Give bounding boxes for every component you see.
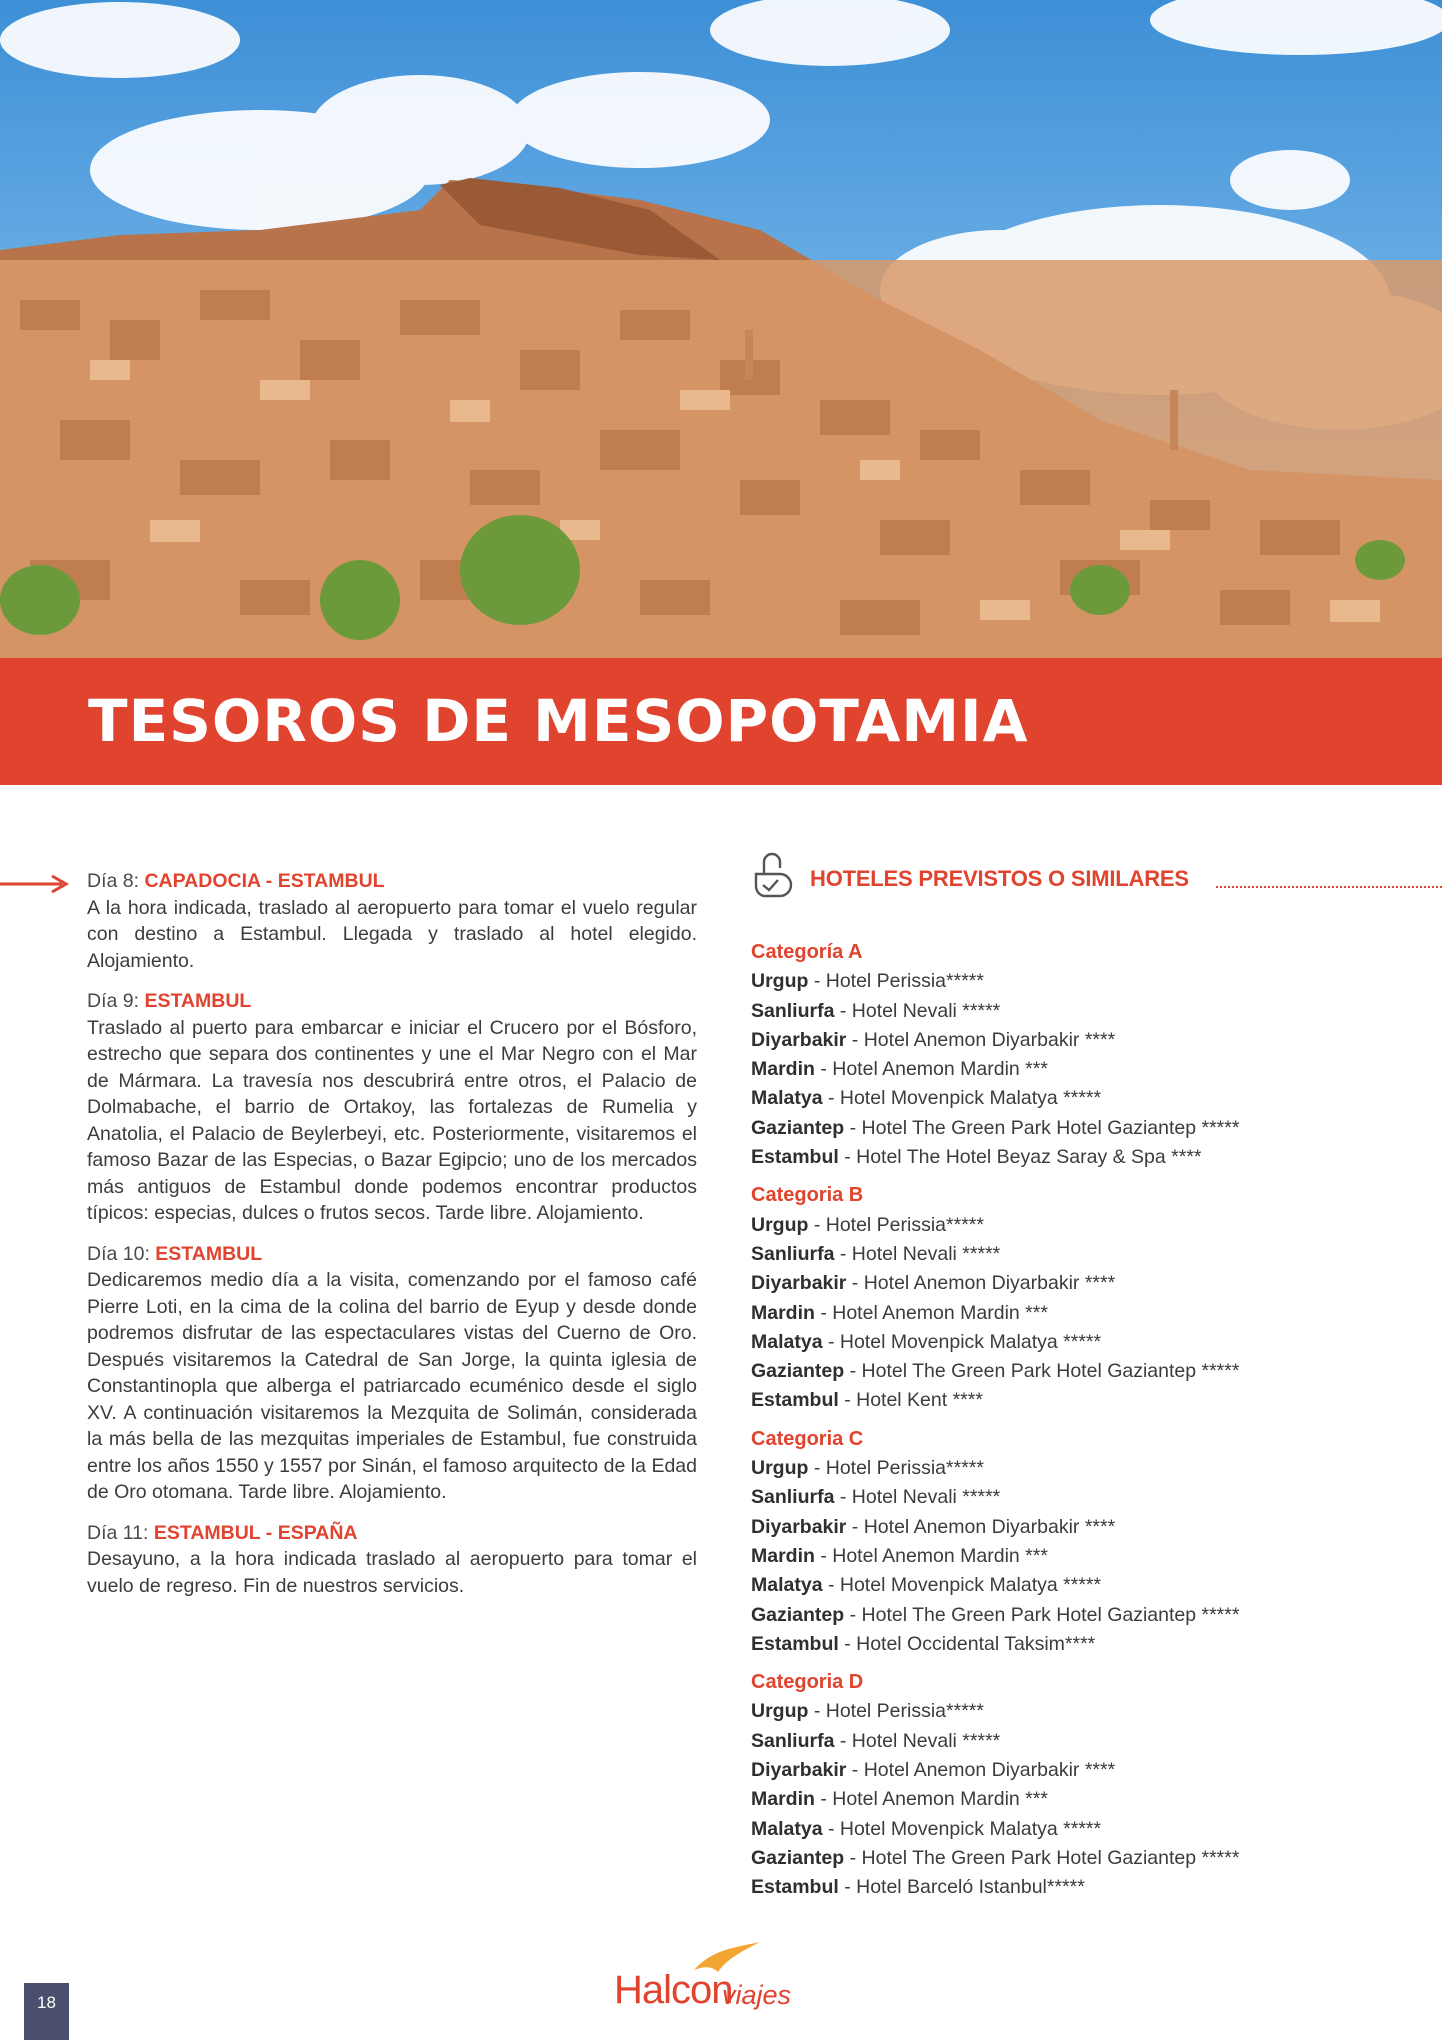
city-name: Mardin	[751, 1788, 815, 1811]
hotel-name: - Hotel Movenpick Malatya *****	[822, 1330, 1102, 1353]
hotel-name: - Hotel Perissia*****	[808, 1457, 984, 1480]
arrow-right-icon	[0, 874, 70, 894]
hotel-name: - Hotel The Green Park Hotel Gaziantep *****	[844, 1360, 1240, 1383]
hotel-name: - Hotel Anemon Diyarbakir ****	[846, 1272, 1116, 1295]
hotel-name: - Hotel Anemon Mardin ***	[814, 1058, 1048, 1081]
title-band	[0, 658, 1442, 785]
hotel-row	[751, 1114, 1431, 1143]
hotel-row	[751, 1844, 1431, 1873]
hotel-row	[751, 1571, 1431, 1600]
day-place: ESTAMBUL	[155, 1242, 263, 1265]
hotel-row	[751, 1299, 1431, 1328]
city-name: Diyarbakir	[751, 1515, 847, 1538]
hotel-name: - Hotel The Hotel Beyaz Saray & Spa ****	[838, 1146, 1202, 1169]
hotel-row	[751, 1269, 1431, 1298]
hotel-row	[751, 1785, 1431, 1814]
itinerary	[87, 868, 697, 1613]
page-title: TESOROS DE MESOPOTAMIA	[88, 687, 1029, 755]
hotel-name: - Hotel Nevali *****	[834, 999, 1001, 1022]
hotel-row	[751, 1055, 1431, 1084]
hotel-row	[751, 1357, 1431, 1386]
category-block	[751, 1181, 1431, 1415]
hotel-row	[751, 1026, 1431, 1055]
city-name: Estambul	[751, 1389, 839, 1412]
city-name: Malatya	[751, 1087, 823, 1110]
hotel-row	[751, 967, 1431, 996]
city-name: Diyarbakir	[751, 1028, 847, 1051]
hotels-header	[748, 852, 1442, 902]
hotel-row	[751, 1211, 1431, 1240]
hero-photo	[0, 0, 1442, 658]
city-name: Gaziantep	[751, 1846, 845, 1869]
hotel-name: - Hotel Movenpick Malatya *****	[822, 1574, 1102, 1597]
category-block	[751, 1425, 1431, 1659]
hotel-name: - Hotel Perissia*****	[808, 1213, 984, 1236]
hotel-row	[751, 1513, 1431, 1542]
hotel-row	[751, 1873, 1431, 1902]
day-item	[87, 1241, 697, 1506]
city-name: Urgup	[751, 1700, 809, 1723]
day-heading	[87, 1241, 697, 1268]
hotel-name: - Hotel The Green Park Hotel Gaziantep *****	[844, 1603, 1240, 1626]
hotel-name: - Hotel The Green Park Hotel Gaziantep *****	[844, 1846, 1240, 1869]
day-heading	[87, 868, 697, 895]
category-title: Categoría A	[751, 941, 863, 963]
city-name: Mardin	[751, 1301, 815, 1324]
city-name: Estambul	[751, 1876, 839, 1899]
category-title: Categoria C	[751, 1427, 864, 1450]
day-place: ESTAMBUL - ESPAÑA	[153, 1521, 358, 1544]
hotel-name: - Hotel The Green Park Hotel Gaziantep *****	[844, 1116, 1240, 1139]
hotel-row	[751, 1240, 1431, 1269]
day-item	[87, 988, 697, 1227]
page-number-badge	[24, 1983, 69, 2040]
day-description: Desayuno, a la hora indicada traslado al aeropuerto para tomar el vuelo de regreso. Fin de nuestros servicios.	[87, 1548, 697, 1597]
city-name: Diyarbakir	[751, 1272, 847, 1295]
city-name: Estambul	[751, 1146, 839, 1169]
city-name: Sanliurfa	[751, 1729, 835, 1752]
city-name: Sanliurfa	[751, 1242, 835, 1265]
hotel-row	[751, 1756, 1431, 1785]
city-name: Malatya	[751, 1330, 823, 1353]
hotel-categories	[751, 938, 1431, 1912]
day-label: Día 9:	[87, 990, 145, 1012]
hotel-name: - Hotel Anemon Diyarbakir ****	[846, 1515, 1116, 1538]
day-place: ESTAMBUL	[144, 990, 252, 1012]
hotel-name: - Hotel Movenpick Malatya *****	[822, 1087, 1102, 1110]
logo-wordmark: Halcon	[614, 1968, 733, 2012]
day-label: Día 8:	[87, 870, 145, 892]
hotel-row	[751, 1542, 1431, 1571]
day-description: Traslado al puerto para embarcar e iniciar el Crucero por el Bósforo, estrecho que separa dos continentes y une el Mar Negro con el Mar de Mármara. La travesía nos descubrirá entre otros, el Palacio de Dolmabache, el barrio de Ortakoy, las fortalezas de Rumelia y Anatolia, el Palacio de Beylerbeyi, etc. Posteriormente, visitaremos el famoso Bazar de las Especias, o Bazar Egipcio; uno de los mercados más antiguos de Estambul donde podemos encontrar productos típicos: especias, dulces o frutos secos. Tarde libre. Alojamiento.	[87, 1016, 697, 1224]
hotel-row	[751, 1727, 1431, 1756]
city-name: Mardin	[751, 1544, 815, 1567]
hotel-row	[751, 1483, 1431, 1512]
hotel-row	[751, 1386, 1431, 1415]
category-block	[751, 1668, 1431, 1902]
hotel-row	[751, 1601, 1431, 1630]
hotel-row	[751, 1697, 1431, 1726]
hotel-name: - Hotel Nevali *****	[834, 1729, 1001, 1752]
city-name: Gaziantep	[751, 1360, 845, 1383]
city-name: Gaziantep	[751, 1603, 845, 1626]
city-name: Sanliurfa	[751, 999, 835, 1022]
hotel-name: - Hotel Occidental Taksim****	[838, 1632, 1096, 1655]
hotel-name: - Hotel Nevali *****	[834, 1486, 1001, 1509]
hotel-name: - Hotel Movenpick Malatya *****	[822, 1817, 1102, 1840]
city-name: Urgup	[751, 970, 809, 993]
day-label: Día 10:	[87, 1242, 156, 1265]
category-block	[751, 938, 1431, 1172]
city-name: Malatya	[751, 1574, 823, 1597]
city-name: Estambul	[751, 1632, 839, 1655]
hotel-name: - Hotel Anemon Mardin ***	[814, 1544, 1048, 1567]
hotel-name: - Hotel Perissia*****	[808, 970, 984, 993]
hotel-row	[751, 1630, 1431, 1659]
hotel-name: - Hotel Anemon Mardin ***	[814, 1301, 1048, 1324]
hotel-name: - Hotel Anemon Diyarbakir ****	[846, 1028, 1116, 1051]
hotel-row	[751, 1143, 1431, 1172]
city-name: Diyarbakir	[751, 1759, 847, 1782]
hotel-row	[751, 1328, 1431, 1357]
city-name: Sanliurfa	[751, 1486, 835, 1509]
logo-subtitle: viajes	[722, 1980, 792, 2010]
day-heading	[87, 988, 697, 1015]
hotel-tag-icon	[750, 852, 794, 902]
day-label: Día 11:	[87, 1521, 154, 1544]
hotel-row	[751, 1454, 1431, 1483]
category-title: Categoria D	[751, 1671, 864, 1694]
hotel-name: - Hotel Barceló Istanbul*****	[838, 1876, 1085, 1899]
day-place: CAPADOCIA - ESTAMBUL	[144, 870, 385, 892]
hotel-name: - Hotel Perissia*****	[808, 1700, 984, 1723]
hotel-name: - Hotel Anemon Mardin ***	[814, 1788, 1048, 1811]
hotel-name: - Hotel Anemon Diyarbakir ****	[846, 1759, 1116, 1782]
hotel-name: - Hotel Kent ****	[838, 1389, 983, 1412]
category-title: Categoria B	[751, 1184, 864, 1207]
page-number: 18	[37, 1993, 56, 2012]
day-item	[87, 868, 697, 974]
city-name: Urgup	[751, 1213, 809, 1236]
hotel-row	[751, 997, 1431, 1026]
dotted-rule	[1216, 886, 1442, 888]
brand-logo	[612, 1940, 842, 2020]
hotel-row	[751, 1815, 1431, 1844]
city-name: Malatya	[751, 1817, 823, 1840]
day-description: A la hora indicada, traslado al aeropuerto para tomar el vuelo regular con destino a Estambul. Llegada y traslado al hotel elegido. Alojamiento.	[87, 896, 697, 972]
city-name: Gaziantep	[751, 1116, 845, 1139]
day-description: Dedicaremos medio día a la visita, comenzando por el famoso café Pierre Loti, en la cima de la colina del barrio de Eyup y desde donde podremos disfrutar de las espectaculares vistas del Cuerno de Oro. Después visitaremos la Catedral de San Jorge, la quinta iglesia de Constantinopla que alberga el patriarcado ecuménico desde el siglo XV. A continuación visitaremos la Mezquita de Solimán, considerada la más bella de las mezquitas imperiales de Estambul, fue construida entre los años 1550 y 1557 por Sinán, el famoso arquitecto de la Edad de Oro otomana. Tarde libre. Alojamiento.	[87, 1269, 697, 1503]
hotel-row	[751, 1084, 1431, 1113]
day-heading	[87, 1520, 697, 1547]
hotels-title: HOTELES PREVISTOS O SIMILARES	[810, 866, 1189, 891]
day-item	[87, 1520, 697, 1600]
hotel-name: - Hotel Nevali *****	[834, 1242, 1001, 1265]
city-name: Urgup	[751, 1457, 809, 1480]
city-name: Mardin	[751, 1058, 815, 1081]
hero-illustration	[0, 0, 1442, 658]
